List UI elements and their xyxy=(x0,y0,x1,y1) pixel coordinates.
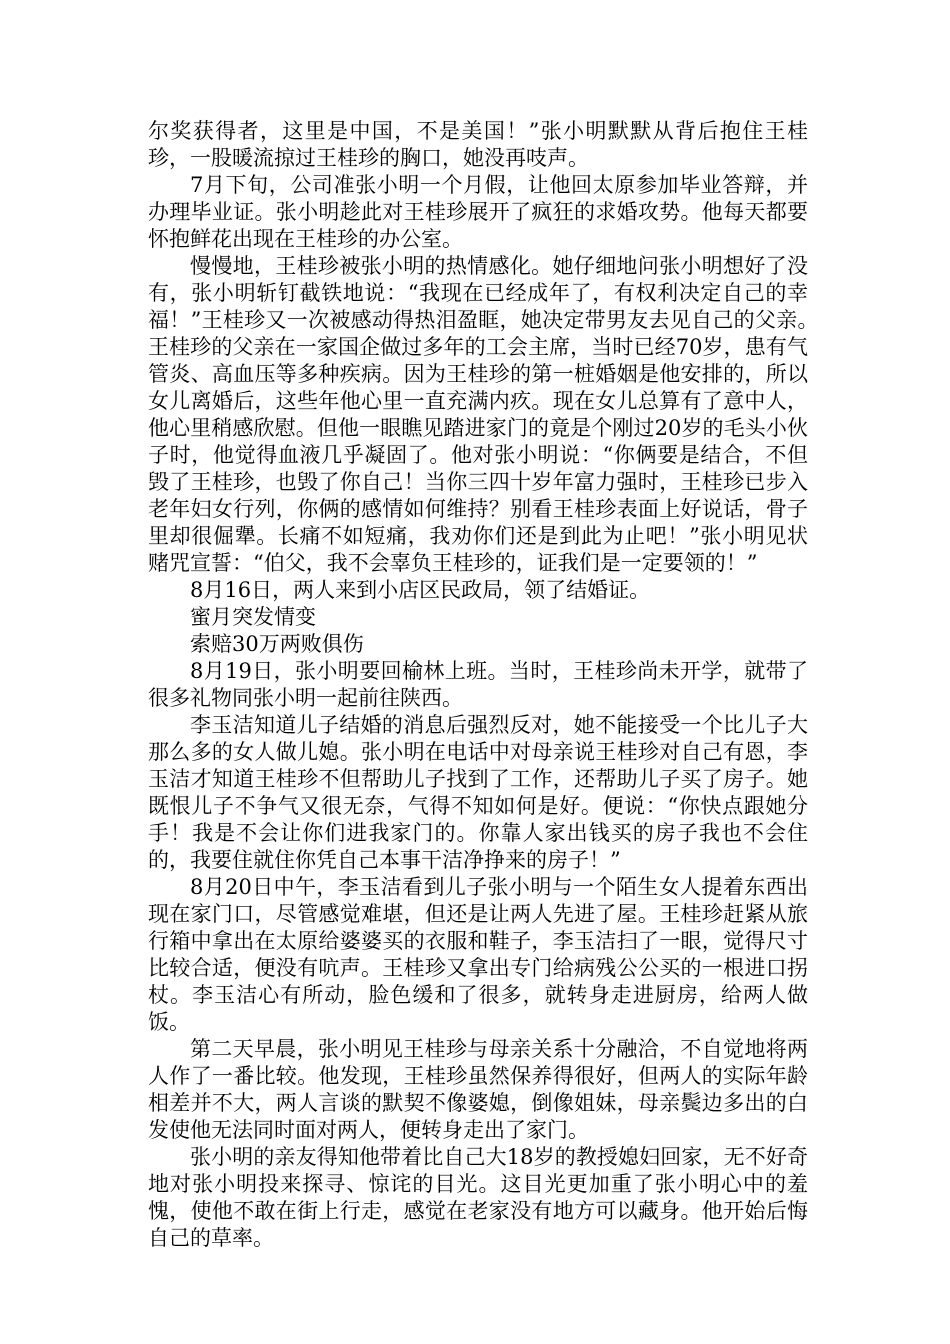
paragraph: 8月16日，两人来到小店区民政局，领了结婚证。 xyxy=(190,578,651,602)
document-body xyxy=(148,118,871,1252)
section-heading: 索赔30万两败俱伤 xyxy=(190,632,364,656)
section-heading: 蜜月突发情变 xyxy=(190,605,316,629)
paragraph: 8月19日，张小明要回榆林上班。当时，王桂珍尚未开学，就带了很多礼物同张小明一起前往陕西。 xyxy=(148,659,808,710)
paragraph: 张小明的亲友得知他带着比自己大18岁的教授媳妇回家，无不好奇地对张小明投来探寻、惊诧的目光。这目光更加重了张小明心中的羞愧，使他不敢在街上行走，感觉在老家没有地方可以藏身。他开始后悔自己的草率。 xyxy=(148,1145,808,1250)
paragraph: 第二天早晨，张小明见王桂珍与母亲关系十分融洽，不自觉地将两人作了一番比较。他发现，王桂珍虽然保养得很好，但两人的实际年龄相差并不大，两人言谈的默契不像婆媳，倒像姐妹，母亲鬓边多出的白发使他无法同时面对两人，便转身走出了家门。 xyxy=(148,1037,808,1142)
paragraph: 慢慢地，王桂珍被张小明的热情感化。她仔细地问张小明想好了没有，张小明斩钉截铁地说：“我现在已经成年了，有权利决定自己的幸福！”王桂珍又一次被感动得热泪盈眶，她决定带男友去见自己的父亲。 王桂珍的父亲在一家国企做过多年的工会主席，当时已经70岁，患有气管炎、高血压等多种疾病。因为王桂珍的第一桩婚姻是他安排的，所以女儿离婚后，这些年他心里一直充满内疚。现在女儿总算有了意中人，他心里稍感欣慰。但他一眼瞧见踏进家门的竟是个刚过20岁的毛头小伙子时，他觉得血液几乎凝固了。他对张小明说：“你俩要是结合，不但毁了王桂珍，也毁了你自己！当你三四十岁年富力强时，王桂珍已步入老年妇女行列，你俩的感情如何维持？别看王桂珍表面上好说话，骨子里却很倔犟。长痛不如短痛，我劝你们还是到此为止吧！”张小明见状赌咒宣誓：“伯父，我不会辜负王桂珍的，证我们是一定要领的！” xyxy=(148,254,871,575)
paragraph: 尔奖获得者，这里是中国，不是美国！”张小明默默从背后抱住王桂珍，一股暖流掠过王桂珍的胸口，她没再吱声。 xyxy=(148,119,808,170)
paragraph: 李玉洁知道儿子结婚的消息后强烈反对，她不能接受一个比儿子大那么多的女人做儿媳。张小明在电话中对母亲说王桂珍对自己有恩，李玉洁才知道王桂珍不但帮助儿子找到了工作，还帮助儿子买了房子。她既恨儿子不争气又很无奈，气得不知如何是好。便说：“你快点跟她分手！我是不会让你们进我家门的。你靠人家出钱买的房子我也不会住的，我要住就住你凭自己本事干洁净挣来的房子！” xyxy=(148,713,808,872)
paragraph: 8月20日中午，李玉洁看到儿子张小明与一个陌生女人提着东西出现在家门口，尽管感觉难堪，但还是让两人先进了屋。王桂珍赶紧从旅行箱中拿出在太原给婆婆买的衣服和鞋子，李玉洁扫了一眼，觉得尺寸比较合适，便没有吭声。王桂珍又拿出专门给病残公公买的一根进口拐杖。李玉洁心有所动，脸色缓和了很多，就转身走进厨房，给两人做饭。 xyxy=(148,875,808,1034)
paragraph: 7月下旬，公司准张小明一个月假，让他回太原参加毕业答辩，并办理毕业证。张小明趁此对王桂珍展开了疯狂的求婚攻势。他每天都要怀抱鲜花出现在王桂珍的办公室。 xyxy=(148,173,808,251)
